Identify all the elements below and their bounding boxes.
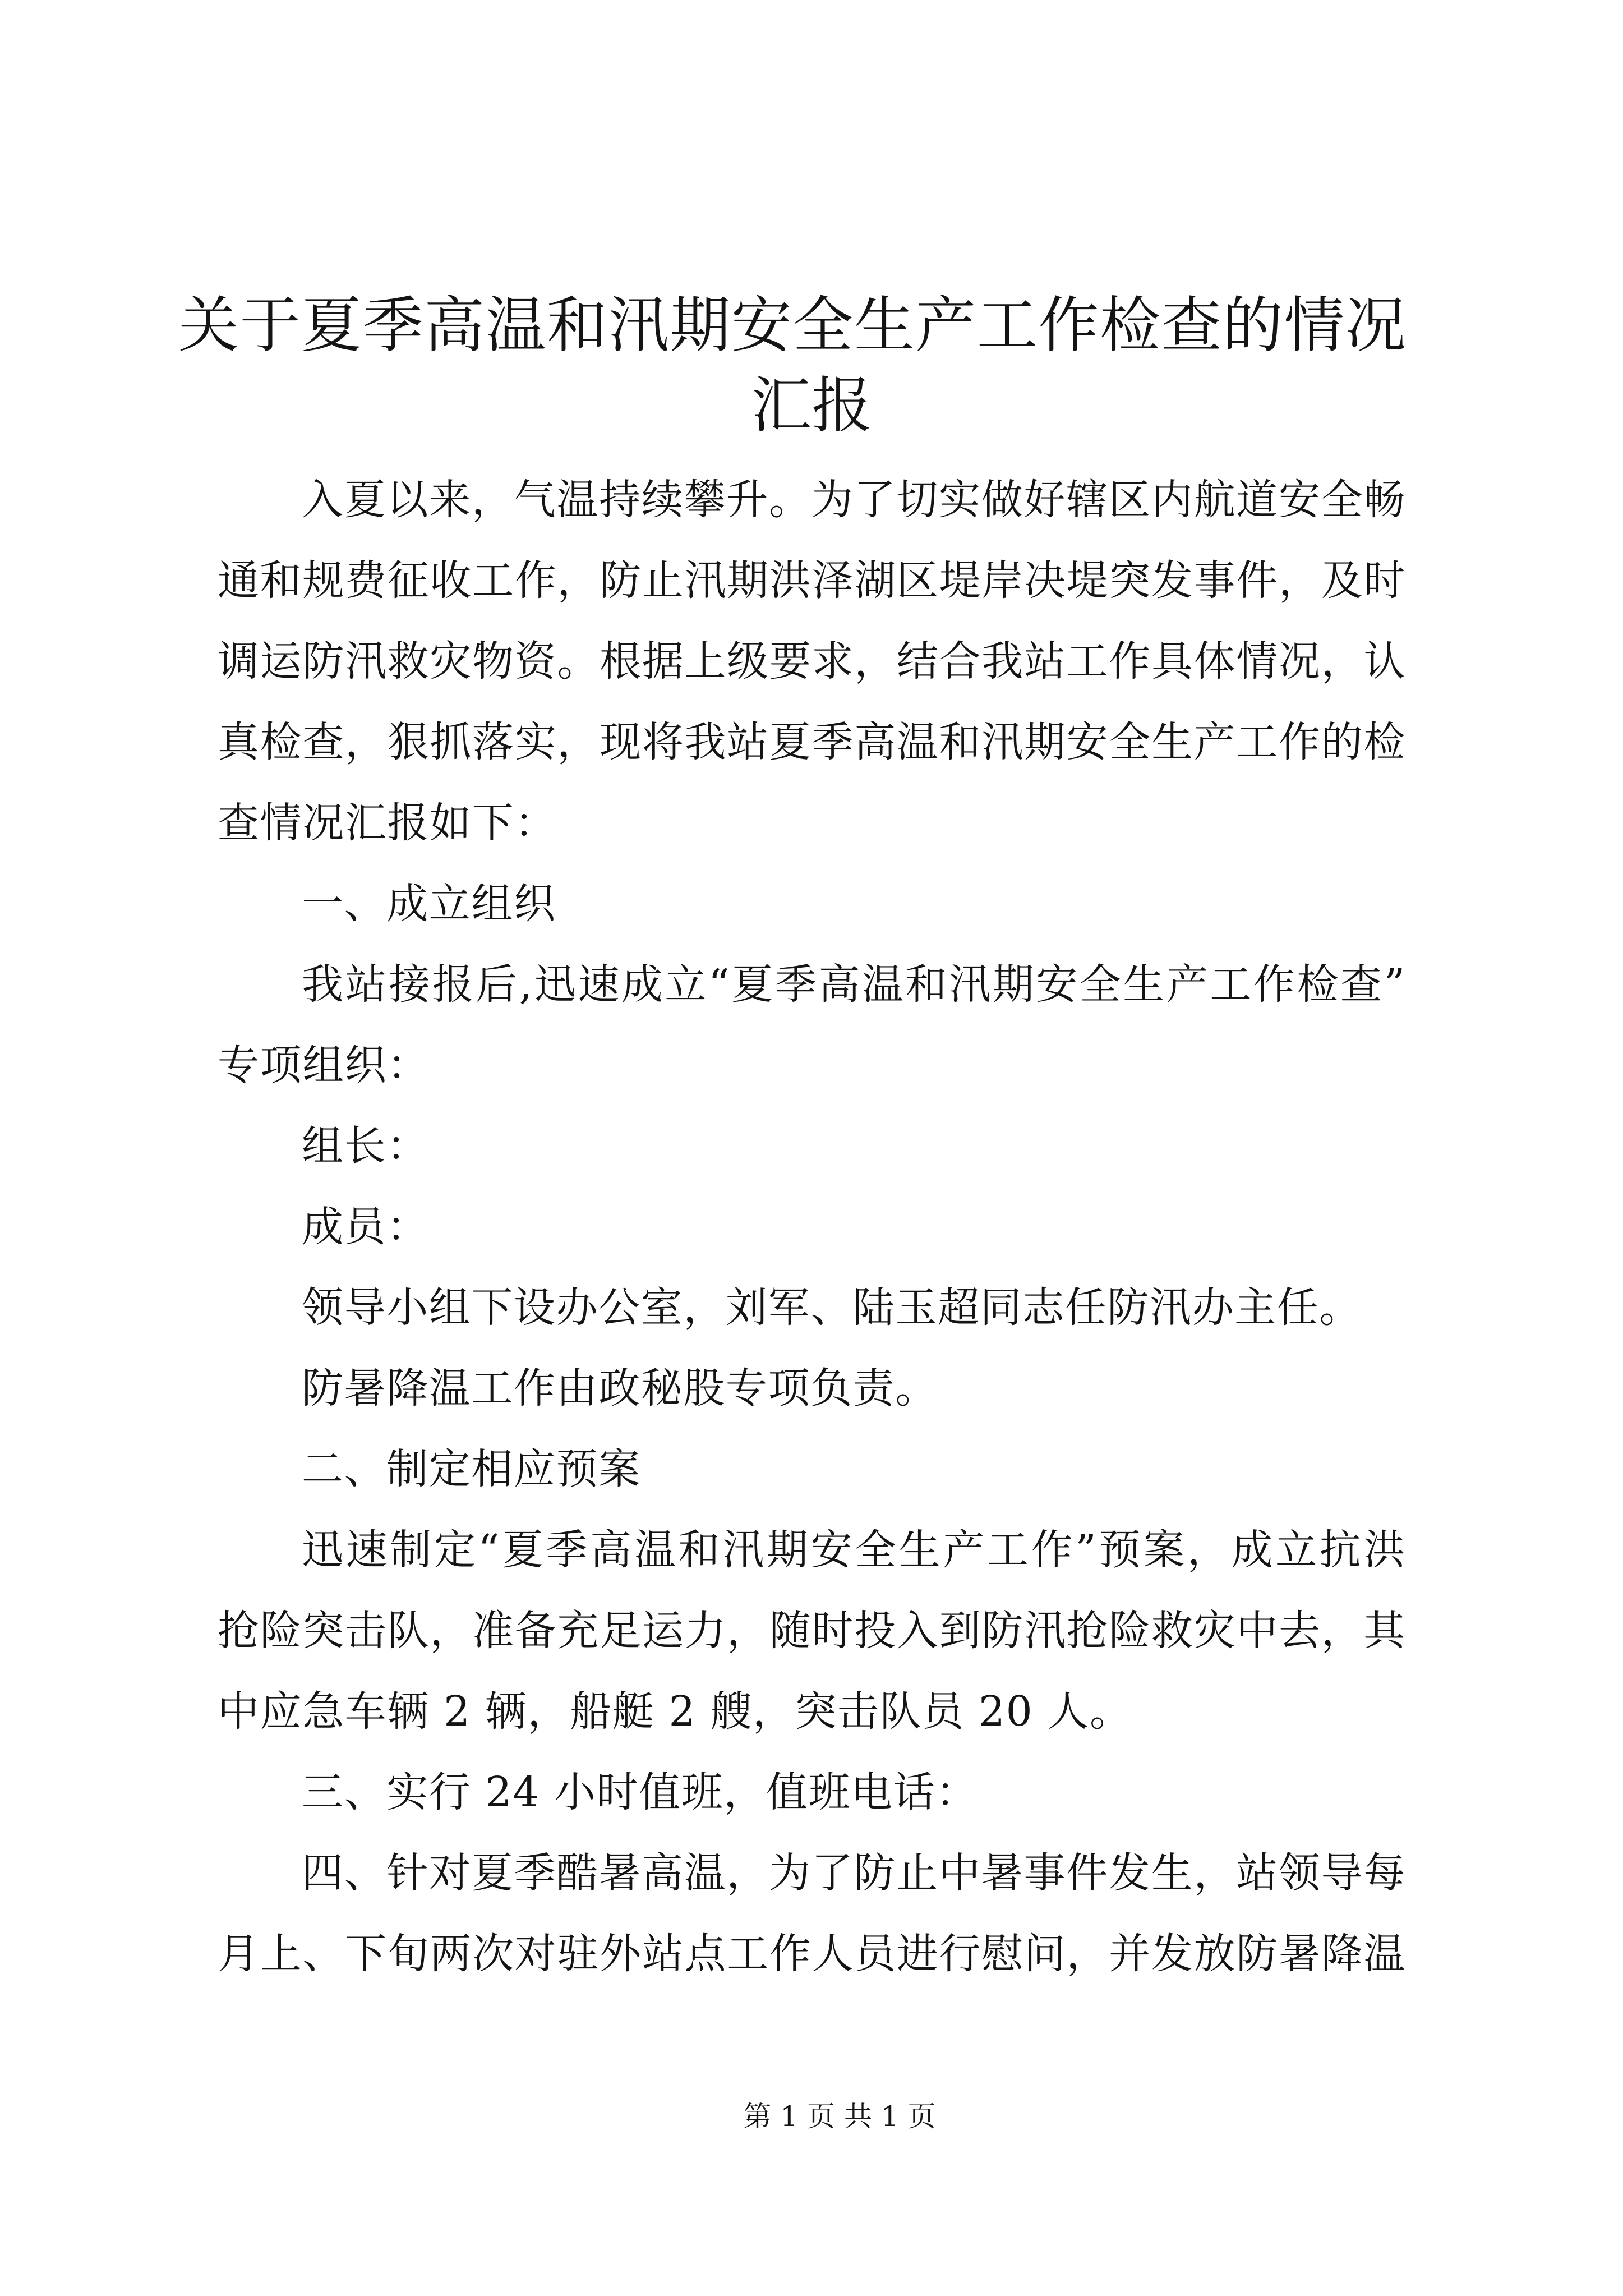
section-heading-2 bbox=[218, 1429, 1406, 1510]
paragraph-line: 通和规费征收工作，防止汛期洪泽湖区堤岸决堤突发事件，及时 bbox=[218, 556, 1406, 605]
paragraph-group-leader bbox=[218, 1106, 1406, 1186]
paragraph-plan bbox=[218, 1510, 1406, 1752]
paragraph-line: 我站接报后,迅速成立“夏季高温和汛期安全生产工作检查” bbox=[302, 960, 1406, 1009]
paragraph-line: 迅速制定“夏季高温和汛期安全生产工作”预案，成立抗洪 bbox=[302, 1526, 1406, 1574]
page-indicator: 第 1 页 共 1 页 bbox=[743, 2100, 936, 2133]
paragraph-line: 入夏以来，气温持续攀升。为了切实做好辖区内航道安全畅 bbox=[302, 476, 1406, 524]
paragraph-line: 抢险突击队，准备充足运力，随时投入到防汛抢险救灾中去，其 bbox=[218, 1607, 1406, 1655]
heading-line: 二、制定相应预案 bbox=[302, 1445, 641, 1493]
paragraph-line: 成员： bbox=[302, 1203, 429, 1251]
heading-line: 三、实行 24 小时值班，值班电话： bbox=[302, 1768, 979, 1816]
title-line: 关于夏季高温和汛期安全生产工作检查的情况 bbox=[178, 291, 1406, 361]
paragraph-line: 四、针对夏季酷暑高温，为了防止中暑事件发生，站领导每 bbox=[302, 1849, 1406, 1897]
document-title bbox=[0, 286, 1623, 446]
document-body bbox=[218, 459, 1406, 1994]
paragraph-line: 调运防汛救灾物资。根据上级要求，结合我站工作具体情况，认 bbox=[218, 637, 1406, 685]
section-heading-1 bbox=[218, 863, 1406, 944]
paragraph-line: 真检查，狠抓落实，现将我站夏季高温和汛期安全生产工作的检 bbox=[218, 718, 1406, 766]
paragraph-organization bbox=[218, 944, 1406, 1106]
paragraph-line: 中应急车辆 2 辆，船艇 2 艘，突击队员 20 人。 bbox=[218, 1687, 1132, 1736]
paragraph-members bbox=[218, 1186, 1406, 1267]
title-line: 汇报 bbox=[750, 371, 872, 441]
paragraph-line: 月上、下旬两次对驻外站点工作人员进行慰问，并发放防暑降温 bbox=[218, 1930, 1406, 1978]
section-heading-3 bbox=[218, 1752, 1406, 1833]
paragraph-line: 查情况汇报如下： bbox=[218, 799, 557, 847]
paragraph-line: 组长： bbox=[302, 1122, 429, 1170]
paragraph-office bbox=[218, 1267, 1406, 1348]
section-heading-4 bbox=[218, 1833, 1406, 1994]
paragraph-line: 领导小组下设办公室，刘军、陆玉超同志任防汛办主任。 bbox=[302, 1283, 1362, 1332]
heading-line: 一、成立组织 bbox=[302, 880, 556, 928]
paragraph-line: 防暑降温工作由政秘股专项负责。 bbox=[302, 1364, 938, 1412]
paragraph-heat-prevention bbox=[218, 1348, 1406, 1429]
paragraph-line: 专项组织： bbox=[218, 1041, 430, 1089]
paragraph-intro bbox=[218, 459, 1406, 863]
